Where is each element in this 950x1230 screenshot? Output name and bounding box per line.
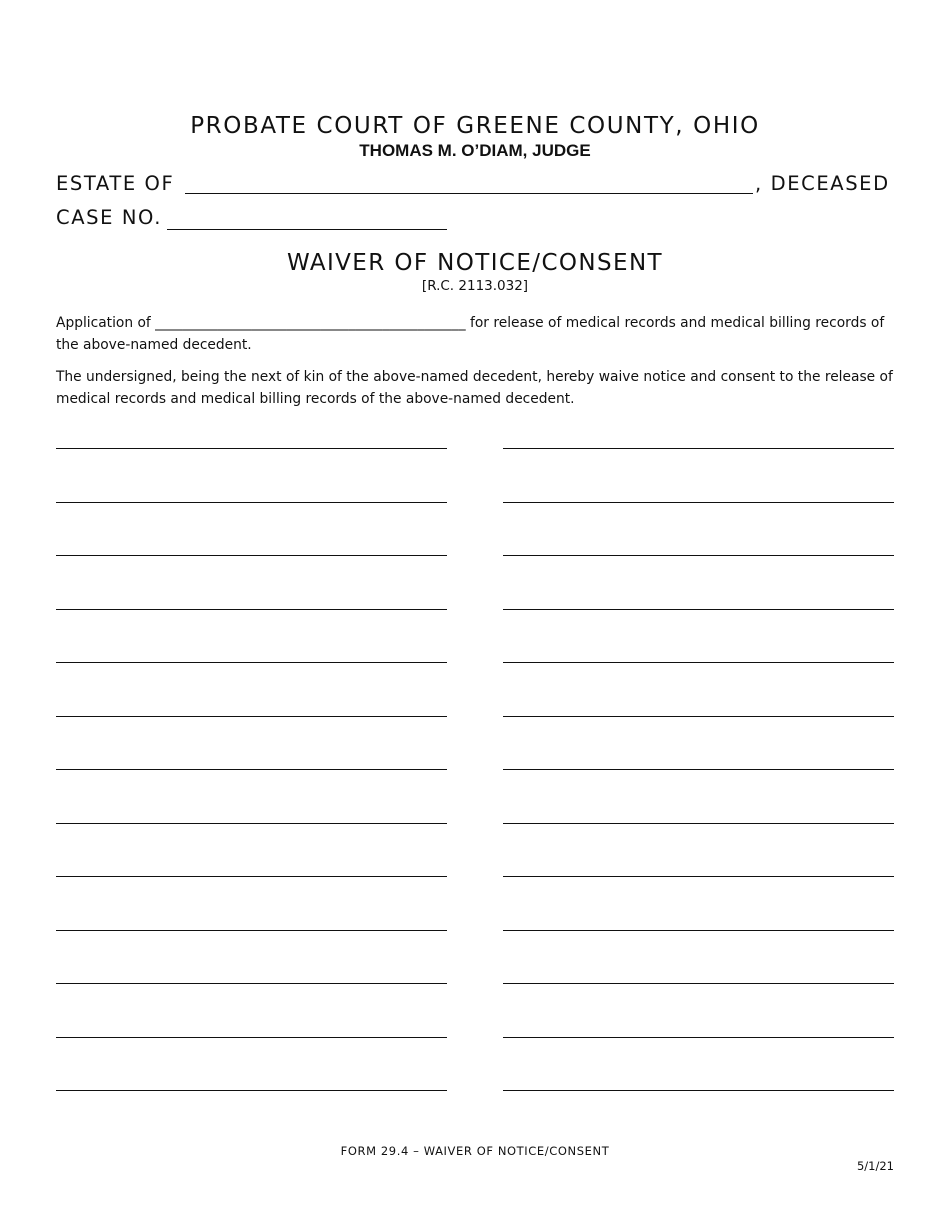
application-suffix: for release of medical records and medical billing records of the above-named decedent.: [56, 315, 885, 353]
signature-line[interactable]: [56, 769, 447, 770]
signature-line[interactable]: [503, 769, 894, 770]
signature-line[interactable]: [503, 609, 894, 610]
signature-line[interactable]: [56, 930, 447, 931]
signature-line[interactable]: [56, 662, 447, 663]
signature-line[interactable]: [56, 876, 447, 877]
signature-line[interactable]: [503, 555, 894, 556]
statute-reference: [R.C. 2113.032]: [421, 278, 529, 294]
signature-line[interactable]: [503, 983, 894, 984]
signature-line[interactable]: [56, 983, 447, 984]
case-row: [56, 204, 456, 232]
revision-date: 5/1/21: [856, 1159, 894, 1173]
estate-label: ESTATE OF: [56, 172, 175, 195]
application-paragraph: [56, 312, 896, 356]
applicant-name-field[interactable]: _____________________________________________: [155, 315, 466, 331]
judge-name: THOMAS M. O’DIAM, JUDGE: [359, 141, 591, 160]
court-title: PROBATE COURT OF GREENE COUNTY, OHIO: [190, 113, 760, 139]
application-prefix: Application of: [56, 315, 151, 331]
consent-paragraph: The undersigned, being the next of kin of the above-named decedent, hereby waive notice and consent to the release of medical records and medical billing records of the above-named decedent.: [56, 369, 893, 407]
estate-row: [56, 170, 894, 198]
signature-line[interactable]: [503, 823, 894, 824]
signature-line[interactable]: [503, 716, 894, 717]
form-footer: FORM 29.4 – WAIVER OF NOTICE/CONSENT: [340, 1144, 610, 1158]
case-number-label: CASE NO.: [56, 206, 162, 229]
signature-line[interactable]: [503, 1037, 894, 1038]
deceased-label: , DECEASED: [755, 172, 890, 195]
signature-line[interactable]: [56, 448, 447, 449]
estate-name-field[interactable]: [185, 193, 753, 194]
signature-line[interactable]: [56, 609, 447, 610]
signature-line[interactable]: [56, 1037, 447, 1038]
signature-line[interactable]: [56, 502, 447, 503]
signature-line[interactable]: [56, 1090, 447, 1091]
signature-line[interactable]: [503, 502, 894, 503]
form-title: WAIVER OF NOTICE/CONSENT: [286, 250, 664, 276]
signature-line[interactable]: [503, 930, 894, 931]
case-number-field[interactable]: [167, 229, 447, 230]
signature-line[interactable]: [56, 823, 447, 824]
signature-line[interactable]: [56, 555, 447, 556]
signature-line[interactable]: [503, 876, 894, 877]
signature-line[interactable]: [503, 662, 894, 663]
signature-line[interactable]: [56, 716, 447, 717]
signature-line[interactable]: [503, 448, 894, 449]
signature-line[interactable]: [503, 1090, 894, 1091]
